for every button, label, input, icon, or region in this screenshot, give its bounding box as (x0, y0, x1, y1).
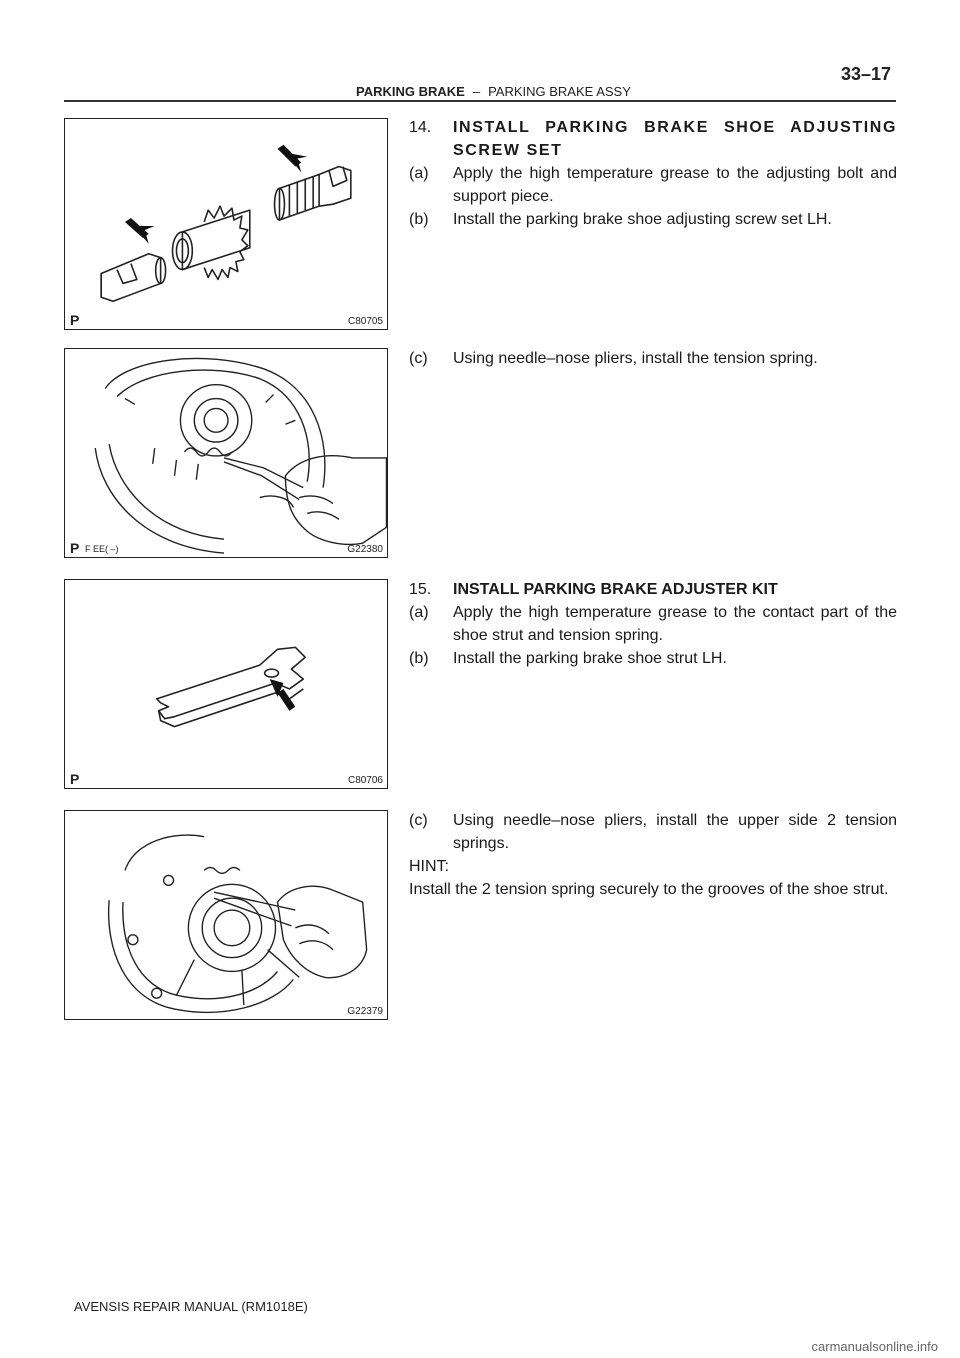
figure-adjusting-screw-set (64, 118, 388, 330)
substep-text: Using needle–nose pliers, install the upper side 2 tension springs. (453, 812, 897, 852)
step-14c (409, 347, 897, 370)
figure-shoe-strut (64, 579, 388, 789)
step-number: 14. (409, 119, 432, 136)
subsection-title: PARKING BRAKE ASSY (488, 84, 631, 99)
figure-tension-spring-install (64, 348, 388, 558)
substep-label: (a) (409, 604, 429, 621)
manual-footer: AVENSIS REPAIR MANUAL (RM1018E) (74, 1299, 308, 1314)
step-number: 15. (409, 581, 432, 598)
header-rule (64, 100, 896, 102)
substep-text: Install the parking brake shoe strut LH. (453, 650, 727, 667)
step-14 (409, 116, 897, 231)
brake-drum-pliers-illustration (65, 349, 387, 557)
step-15 (409, 578, 897, 670)
substep-label: (b) (409, 650, 429, 667)
substep-label: (a) (409, 165, 429, 182)
header-separator: – (472, 84, 481, 99)
shoe-strut-illustration (65, 580, 387, 788)
figure-code: C80705 (347, 316, 383, 327)
hub-pliers-illustration (65, 811, 387, 1019)
figure-tag: F EE( –) (85, 544, 119, 554)
figure-code: G22379 (347, 1006, 383, 1017)
page-number: 33–17 (841, 64, 892, 84)
adjusting-screw-set-illustration (65, 119, 387, 329)
step-15-heading (409, 578, 897, 601)
substep-14a (409, 162, 897, 208)
substep-15a (409, 601, 897, 647)
hint-text: Install the 2 tension spring securely to the grooves of the shoe strut. (409, 881, 889, 898)
substep-14b (409, 208, 897, 231)
watermark: carmanualsonline.info (811, 1339, 938, 1354)
substep-15c (409, 809, 897, 855)
figure-mark: P (70, 771, 80, 787)
substep-label: (c) (409, 812, 428, 829)
substep-label: (c) (409, 350, 428, 367)
substep-text: Apply the high temperature grease to the adjusting bolt and support piece. (453, 165, 897, 205)
substep-text: Using needle–nose pliers, install the tension spring. (453, 350, 818, 367)
figure-upper-tension-springs (64, 810, 388, 1020)
step-title: INSTALL PARKING BRAKE SHOE ADJUSTING SCREW SET (453, 119, 897, 159)
hint-label: HINT: (409, 858, 449, 875)
substep-15b (409, 647, 897, 670)
figure-mark: P (70, 540, 80, 556)
figure-code: C80706 (347, 775, 383, 786)
substep-14c (409, 347, 897, 370)
step-14-heading (409, 116, 897, 162)
figure-code: G22380 (347, 544, 383, 555)
substep-label: (b) (409, 211, 429, 228)
step-title: INSTALL PARKING BRAKE ADJUSTER KIT (453, 581, 778, 598)
substep-text: Install the parking brake shoe adjusting screw set LH. (453, 211, 832, 228)
substep-text: Apply the high temperature grease to the contact part of the shoe strut and tension spring. (453, 604, 897, 644)
section-title: PARKING BRAKE (356, 84, 465, 99)
step-15c (409, 809, 897, 901)
figure-mark: P (70, 312, 80, 328)
running-header (356, 84, 631, 99)
